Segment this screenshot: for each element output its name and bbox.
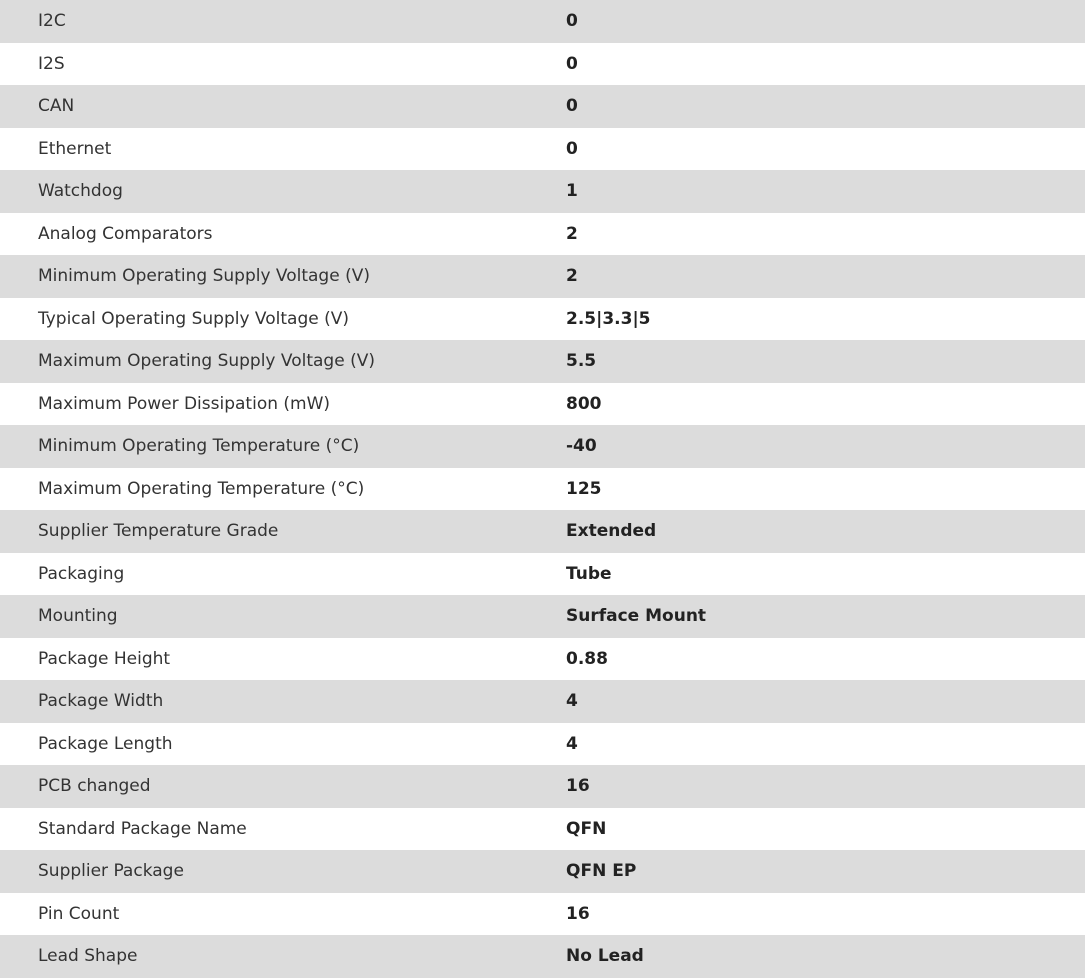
spec-label: Supplier Temperature Grade [38, 521, 279, 542]
spec-row-max-supply-voltage [0, 340, 1085, 383]
spec-row-package-length [0, 723, 1085, 766]
spec-row-analog-comparators [0, 213, 1085, 256]
spec-row-ethernet [0, 128, 1085, 171]
spec-label: Watchdog [38, 181, 123, 202]
spec-value: 1 [566, 181, 578, 202]
spec-label: Lead Shape [38, 946, 138, 967]
spec-row-package-width [0, 680, 1085, 723]
spec-row-watchdog [0, 170, 1085, 213]
spec-label: Package Width [38, 691, 164, 712]
spec-value: 2.5|3.3|5 [566, 308, 651, 329]
spec-label: Ethernet [38, 138, 112, 159]
spec-label: Package Height [38, 648, 171, 669]
spec-row-typical-supply-voltage [0, 298, 1085, 341]
spec-label: Standard Package Name [38, 818, 247, 839]
spec-label: Analog Comparators [38, 223, 213, 244]
spec-value: Tube [566, 563, 612, 584]
spec-value: 2 [566, 223, 578, 244]
spec-value: 2 [566, 266, 578, 287]
spec-label: PCB changed [38, 776, 151, 797]
spec-label: Pin Count [38, 903, 120, 924]
spec-row-min-supply-voltage [0, 255, 1085, 298]
spec-row-supplier-package [0, 850, 1085, 893]
spec-label: CAN [38, 96, 75, 117]
spec-label: Maximum Power Dissipation (mW) [38, 393, 331, 414]
spec-value: 0 [566, 11, 578, 32]
spec-label: I2C [38, 11, 66, 32]
spec-value: 16 [566, 903, 590, 924]
spec-value: 16 [566, 776, 590, 797]
spec-label: Minimum Operating Temperature (°C) [38, 436, 360, 457]
spec-value: 0 [566, 53, 578, 74]
spec-value: No Lead [566, 946, 644, 967]
spec-row-standard-package-name [0, 808, 1085, 851]
spec-value: 4 [566, 691, 578, 712]
spec-row-i2c [0, 0, 1085, 43]
spec-row-packaging [0, 553, 1085, 596]
spec-value: QFN [566, 818, 607, 839]
spec-label: Packaging [38, 563, 125, 584]
spec-row-i2s [0, 43, 1085, 86]
spec-value: Extended [566, 521, 657, 542]
spec-value: 0 [566, 96, 578, 117]
spec-value: 5.5 [566, 351, 597, 372]
spec-label: I2S [38, 53, 65, 74]
spec-label: Minimum Operating Supply Voltage (V) [38, 266, 370, 287]
spec-row-can [0, 85, 1085, 128]
spec-value: 800 [566, 393, 602, 414]
spec-value: QFN EP [566, 861, 637, 882]
spec-label: Package Length [38, 733, 173, 754]
spec-value: 125 [566, 478, 602, 499]
spec-row-package-height [0, 638, 1085, 681]
spec-label: Maximum Operating Temperature (°C) [38, 478, 365, 499]
spec-row-max-operating-temperature [0, 468, 1085, 511]
spec-row-pcb-changed [0, 765, 1085, 808]
spec-value: 4 [566, 733, 578, 754]
spec-value: Surface Mount [566, 606, 707, 627]
spec-row-mounting [0, 595, 1085, 638]
spec-row-pin-count [0, 893, 1085, 936]
spec-value: 0.88 [566, 648, 608, 669]
spec-row-lead-shape [0, 935, 1085, 978]
spec-row-min-operating-temperature [0, 425, 1085, 468]
spec-row-max-power-dissipation [0, 383, 1085, 426]
spec-label: Supplier Package [38, 861, 184, 882]
spec-label: Maximum Operating Supply Voltage (V) [38, 351, 375, 372]
spec-label: Typical Operating Supply Voltage (V) [38, 308, 349, 329]
spec-value: 0 [566, 138, 578, 159]
spec-label: Mounting [38, 606, 118, 627]
spec-value: -40 [566, 436, 597, 457]
spec-row-supplier-temperature-grade [0, 510, 1085, 553]
